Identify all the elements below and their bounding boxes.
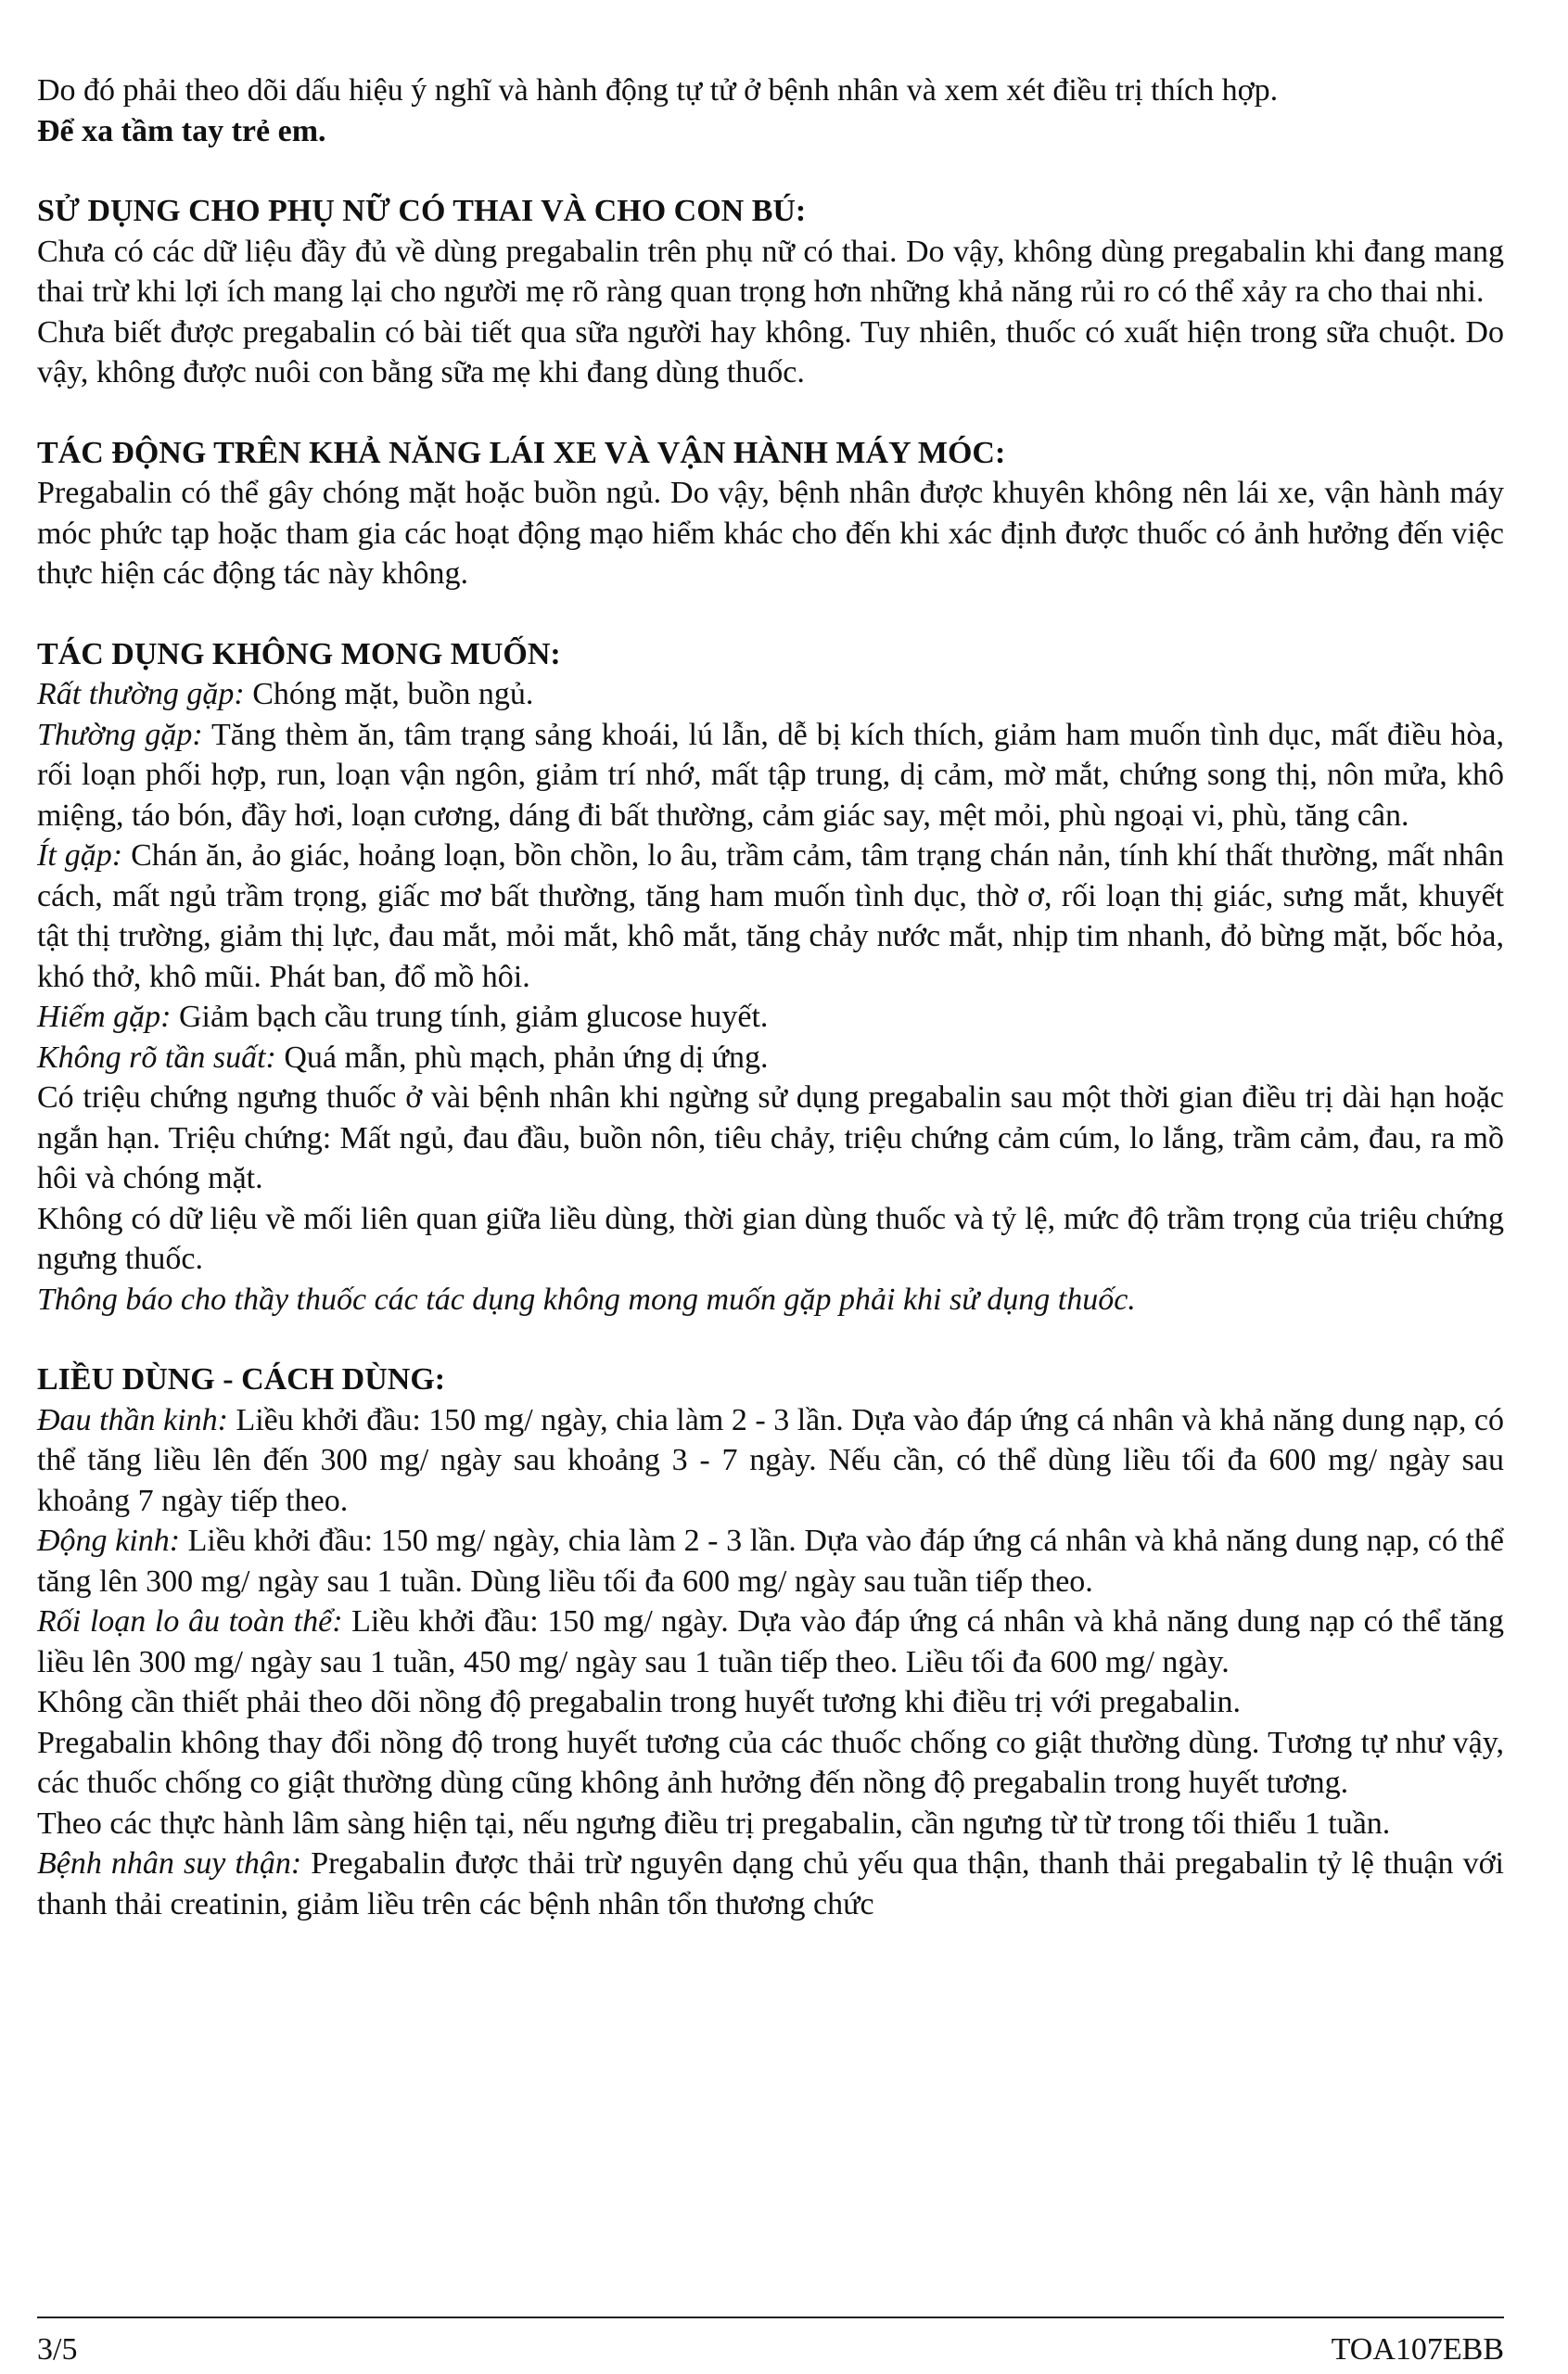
uncommon-text: Chán ăn, ảo giác, hoảng loạn, bồn chồn, lo âu, trầm cảm, tâm trạng chán nản, tính khí thất thường, mất nhân cách, mất ngủ trầm trọng, giấc mơ bất thường, tăng ham muốn tình dục, thờ ơ, rối loạn thị giác, sưng mắt, khuyết tật thị trường, giảm thị lực, đau mắt, mỏi mắt, khô mắt, tăng chảy nước mắt, nhịp tim nhanh, đỏ bừng mặt, bốc hỏa, khó thở, khô mũi. Phát ban, đổ mồ hôi.: [37, 838, 1505, 994]
unknown-text: Quá mẫn, phù mạch, phản ứng dị ứng.: [275, 1040, 769, 1075]
no-data-paragraph: Không có dữ liệu về mối liên quan giữa liều dùng, thời gian dùng thuốc và tỷ lệ, mức độ trầm trọng của triệu chứng ngưng thuốc.: [37, 1201, 1504, 1276]
side-effect-unknown: [37, 1038, 1504, 1079]
epilepsy-text: Liều khởi đầu: 150 mg/ ngày, chia làm 2 - 3 lần. Dựa vào đáp ứng cá nhân và khả năng dung nạp, có thể tăng lên 300 mg/ ngày sau 1 tuần. Dùng liều tối đa 600 mg/ ngày sau tuần tiếp theo.: [37, 1524, 1504, 1599]
neuro-text: Liều khởi đầu: 150 mg/ ngày, chia làm 2 - 3 lần. Dựa vào đáp ứng cá nhân và khả năng dung nạp, có thể tăng liều lên đến 300 mg/ ngày sau khoảng 3 - 7 ngày. Nếu cần, có thể dùng liều tối đa 600 mg/ ngày sau khoảng 7 ngày tiếp theo.: [37, 1402, 1504, 1518]
uncommon-label: Ít gặp:: [37, 838, 123, 873]
renal-text: Pregabalin được thải trừ nguyên dạng chủ yếu qua thận, thanh thải pregabalin tỷ lệ thuận với thanh thải creatinin, giảm liều trên các bệnh nhân tổn thương chức: [37, 1846, 1504, 1921]
dosage-neuropathic: [37, 1400, 1504, 1522]
notify-text: Thông báo cho thầy thuốc các tác dụng không mong muốn gặp phải khi sử dụng thuốc.: [37, 1282, 1136, 1317]
notify-paragraph: [37, 1280, 1504, 1321]
dosage-heading: LIỀU DÙNG - CÁCH DÙNG:: [37, 1362, 446, 1397]
document-code: TOA107EBB: [1331, 2332, 1504, 2367]
page-footer: [37, 2331, 1504, 2368]
anxiety-label: Rối loạn lo âu toàn thể:: [37, 1604, 343, 1639]
side-effect-uncommon: [37, 836, 1504, 997]
rare-label: Hiếm gặp:: [37, 1000, 172, 1034]
no-change-paragraph: Pregabalin không thay đổi nồng độ trong huyết tương của các thuốc chống co giật thường dùng. Tương tự như vậy, các thuốc chống co giật thường dùng cũng không ảnh hưởng đến nồng độ pregabalin trong huyết tương.: [37, 1725, 1504, 1800]
intro-paragraph: Do đó phải theo dõi dấu hiệu ý nghĩ và hành động tự tử ở bệnh nhân và xem xét điều trị thích hợp.: [37, 73, 1279, 108]
dosage-anxiety: [37, 1602, 1504, 1682]
taper-paragraph: Theo các thực hành lâm sàng hiện tại, nếu ngưng điều trị pregabalin, cần ngưng từ từ trong tối thiểu 1 tuần.: [37, 1806, 1391, 1841]
withdrawal-paragraph: Có triệu chứng ngưng thuốc ở vài bệnh nhân khi ngừng sử dụng pregabalin sau một thời gian điều trị dài hạn hoặc ngắn hạn. Triệu chứng: Mất ngủ, đau đầu, buồn nôn, tiêu chảy, triệu chứng cảm cúm, lo lắng, trầm cảm, đau, ra mồ hôi và chóng mặt.: [37, 1080, 1504, 1195]
footer-divider: [37, 2317, 1504, 2318]
epilepsy-label: Động kinh:: [37, 1524, 181, 1558]
pregnancy-heading: SỬ DỤNG CHO PHỤ NỮ CÓ THAI VÀ CHO CON BÚ:: [37, 194, 807, 228]
page-number: 3/5: [37, 2332, 78, 2367]
side-effect-very-common: [37, 674, 1504, 715]
renal-label: Bệnh nhân suy thận:: [37, 1846, 302, 1881]
document-body: [37, 70, 1504, 1924]
very-common-label: Rất thường gặp:: [37, 677, 245, 711]
common-text: Tăng thèm ăn, tâm trạng sảng khoái, lú lẫn, dễ bị kích thích, giảm ham muốn tình dục, mất điều hòa, rối loạn phối hợp, run, loạn vận ngôn, giảm trí nhớ, mất tập trung, dị cảm, mờ mắt, chứng song thị, nôn mửa, khô miệng, táo bón, đầy hơi, loạn cương, dáng đi bất thường, cảm giác say, mệt mỏi, phù ngoại vi, phù, tăng cân.: [37, 717, 1505, 833]
dosage-epilepsy: [37, 1521, 1504, 1602]
keep-away-notice: Để xa tầm tay trẻ em.: [37, 113, 326, 148]
side-effects-heading: TÁC DỤNG KHÔNG MONG MUỐN:: [37, 636, 561, 671]
rare-text: Giảm bạch cầu trung tính, giảm glucose huyết.: [171, 1000, 769, 1034]
side-effect-common: [37, 715, 1504, 836]
anxiety-text: Liều khởi đầu: 150 mg/ ngày. Dựa vào đáp ứng cá nhân và khả năng dung nạp có thể tăng liều lên 300 mg/ ngày sau 1 tuần, 450 mg/ ngày sau 1 tuần tiếp theo. Liều tối đa 600 mg/ ngày.: [37, 1604, 1504, 1679]
monitor-paragraph: Không cần thiết phải theo dõi nồng độ pregabalin trong huyết tương khi điều trị với pregabalin.: [37, 1685, 1241, 1719]
dosage-renal: [37, 1844, 1504, 1924]
pregnancy-paragraph-2: Chưa biết được pregabalin có bài tiết qua sữa người hay không. Tuy nhiên, thuốc có xuất hiện trong sữa chuột. Do vậy, không được nuôi con bằng sữa mẹ khi đang dùng thuốc.: [37, 314, 1504, 389]
unknown-label: Không rõ tần suất:: [37, 1040, 276, 1075]
pregnancy-paragraph-1: Chưa có các dữ liệu đầy đủ về dùng pregabalin trên phụ nữ có thai. Do vậy, không dùng pregabalin khi đang mang thai trừ khi lợi ích mang lại cho người mẹ rõ ràng quan trọng hơn những khả năng rủi ro có thể xảy ra cho thai nhi.: [37, 234, 1504, 309]
neuro-label: Đau thần kinh:: [37, 1402, 228, 1437]
side-effect-rare: [37, 997, 1504, 1038]
driving-paragraph: Pregabalin có thể gây chóng mặt hoặc buồn ngủ. Do vậy, bệnh nhân được khuyên không nên lái xe, vận hành máy móc phức tạp hoặc tham gia các hoạt động mạo hiểm khác cho đến khi xác định được thuốc có ảnh hưởng đến việc thực hiện các động tác này không.: [37, 476, 1504, 591]
very-common-text: Chóng mặt, buồn ngủ.: [244, 677, 534, 711]
driving-heading: TÁC ĐỘNG TRÊN KHẢ NĂNG LÁI XE VÀ VẬN HÀNH MÁY MÓC:: [37, 435, 1006, 470]
common-label: Thường gặp:: [37, 717, 203, 752]
